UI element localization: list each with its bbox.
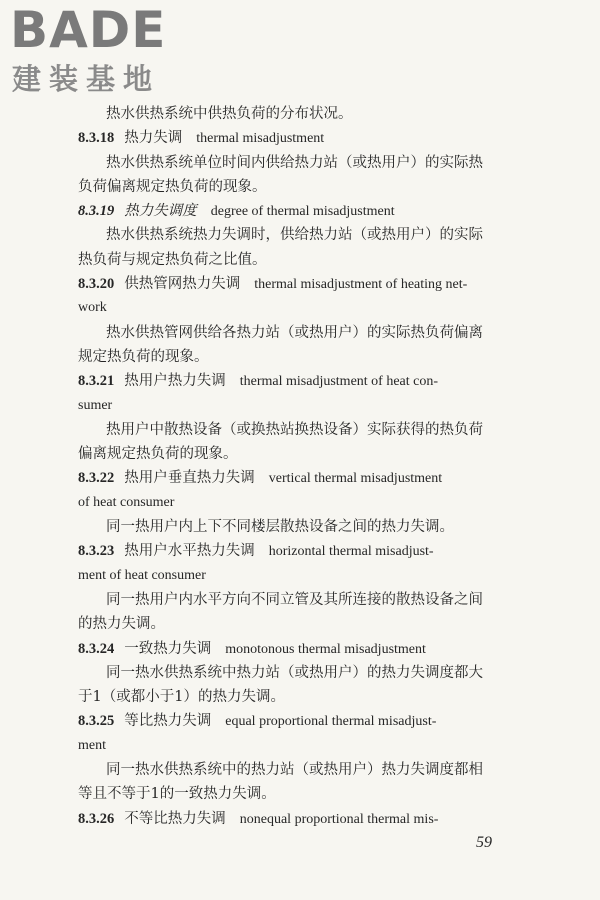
- term-entry: [78, 272, 518, 369]
- term-en: thermal misadjustment: [196, 131, 325, 147]
- term-number: 8.3.22: [78, 470, 115, 487]
- term-entry: [78, 709, 518, 806]
- term-cn: 一致热力失调: [124, 640, 212, 657]
- term-cn: 供热管网热力失调: [124, 276, 241, 293]
- term-cn: 热用户热力失调: [124, 373, 226, 390]
- term-entry: [78, 539, 518, 636]
- term-entry: [78, 807, 518, 831]
- term-heading: [78, 807, 518, 831]
- term-definition: 规定热负荷的现象。: [78, 348, 209, 365]
- term-en: nonequal proportional thermal mis-: [239, 811, 439, 827]
- term-cn: 不等比热力失调: [124, 810, 226, 827]
- document-body: [78, 102, 518, 831]
- term-number: 8.3.25: [78, 713, 115, 730]
- term-definition: 热用户中散热设备（或换热站换热设备）实际获得的热负荷: [106, 421, 483, 438]
- term-en: degree of thermal misadjustment: [210, 204, 395, 220]
- term-entry: [78, 466, 518, 539]
- term-heading: [78, 199, 518, 223]
- watermark-logo-cn: 建装基地: [12, 62, 161, 96]
- term-number: 8.3.23: [78, 543, 115, 560]
- term-en: thermal misadjustment of heating net-: [254, 277, 468, 293]
- term-number: 8.3.20: [78, 276, 115, 293]
- watermark-logo-en: BADE: [10, 1, 167, 59]
- term-definition: 于1（或都小于1）的热力失调。: [78, 689, 285, 706]
- page-number: 59: [476, 834, 492, 851]
- term-en: equal proportional thermal misadjust-: [225, 714, 437, 730]
- term-heading: [78, 126, 518, 150]
- term-heading: [78, 369, 518, 393]
- term-number: 8.3.26: [78, 810, 115, 827]
- term-number: 8.3.18: [78, 130, 115, 147]
- watermark-logo: [10, 1, 180, 100]
- term-en-continued: sumer: [78, 397, 113, 413]
- term-en-continued: work: [78, 300, 107, 316]
- term-number: 8.3.24: [78, 640, 115, 657]
- term-definition: 偏离规定热负荷的现象。: [78, 446, 238, 463]
- term-cn: 热用户垂直热力失调: [124, 470, 255, 487]
- term-heading: [78, 539, 518, 563]
- term-en-continued: of heat consumer: [78, 494, 175, 510]
- term-cn: 热力失调度: [124, 203, 197, 220]
- term-definition: 等且不等于1的一致热力失调。: [78, 786, 276, 803]
- term-definition: 同一热水供热系统中热力站（或热用户）的热力失调度都大: [106, 664, 483, 681]
- term-entry: [78, 199, 518, 272]
- term-en: horizontal thermal misadjust-: [268, 544, 434, 560]
- term-definition: 同一热水供热系统中的热力站（或热用户）热力失调度都相: [106, 762, 483, 779]
- term-en-continued: ment: [78, 737, 106, 753]
- term-number: 8.3.19: [78, 203, 115, 220]
- term-definition: 热水供热系统热力失调时，供给热力站（或热用户）的实际: [106, 227, 483, 244]
- term-heading: [78, 466, 518, 490]
- term-en: vertical thermal misadjustment: [268, 471, 443, 487]
- term-definition: 同一热用户内上下不同楼层散热设备之间的热力失调。: [106, 519, 454, 536]
- term-en-continued: ment of heat consumer: [78, 567, 206, 583]
- term-definition: 负荷偏离规定热负荷的现象。: [78, 178, 267, 195]
- term-heading: [78, 637, 518, 661]
- term-definition: 热水供热系统单位时间内供给热力站（或热用户）的实际热: [106, 154, 483, 171]
- term-entry: [78, 369, 518, 466]
- term-entry: [78, 637, 518, 710]
- term-cn: 热力失调: [124, 130, 183, 147]
- term-definition: 热负荷与规定热负荷之比值。: [78, 251, 267, 268]
- term-definition: 同一热用户内水平方向不同立管及其所连接的散热设备之间: [106, 591, 483, 608]
- term-definition: 的热力失调。: [78, 616, 165, 633]
- term-cn: 热用户水平热力失调: [124, 543, 255, 560]
- term-en: thermal misadjustment of heat con-: [239, 374, 439, 390]
- term-entry: [78, 126, 518, 199]
- intro-line: 热水供热系统中供热负荷的分布状况。: [106, 106, 353, 122]
- term-heading: [78, 272, 518, 296]
- term-cn: 等比热力失调: [124, 713, 212, 730]
- term-en: monotonous thermal misadjustment: [225, 641, 426, 657]
- term-heading: [78, 709, 518, 733]
- term-definition: 热水供热管网供给各热力站（或热用户）的实际热负荷偏离: [106, 324, 483, 341]
- term-number: 8.3.21: [78, 373, 115, 390]
